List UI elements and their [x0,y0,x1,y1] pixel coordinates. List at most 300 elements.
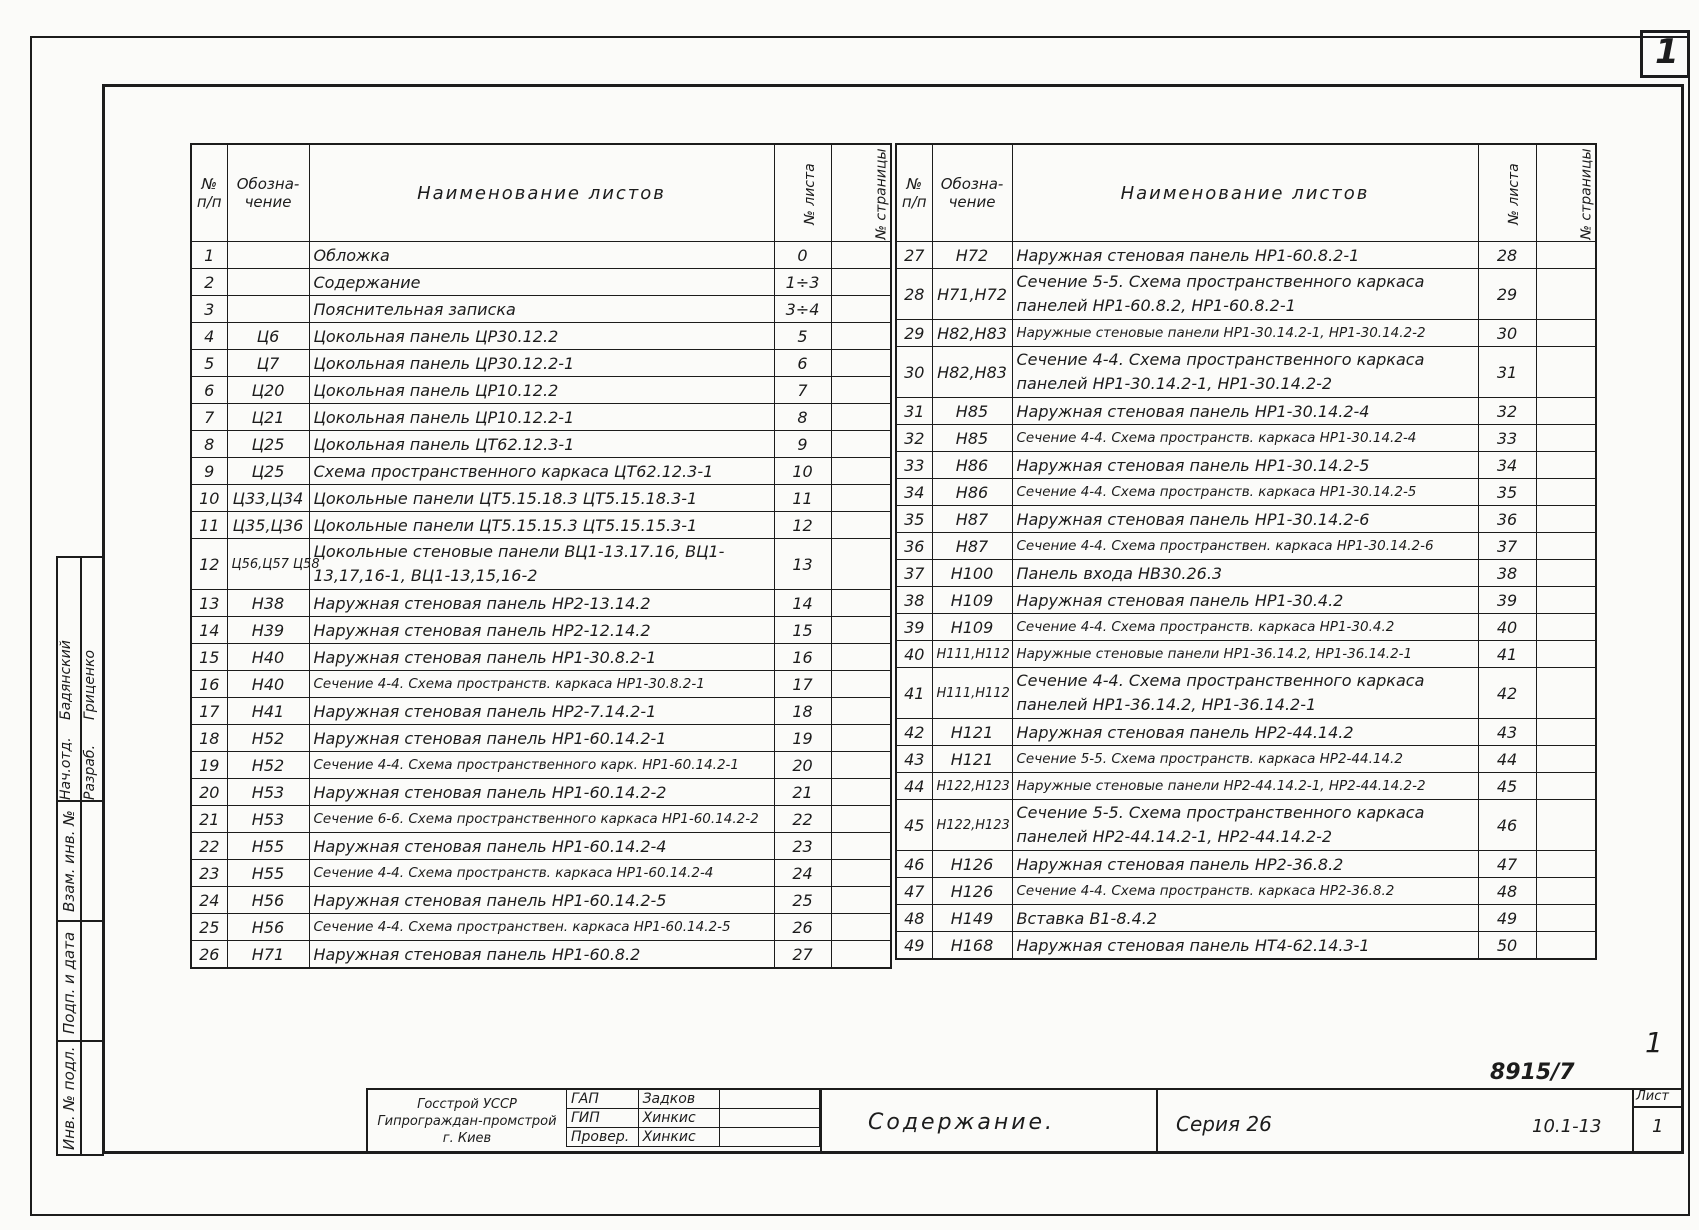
row-page [831,269,891,296]
row-number: 15 [191,644,227,671]
row-number: 14 [191,617,227,644]
row-sheet: 47 [1478,851,1536,878]
row-page [1536,614,1596,641]
row-name: Наружная стеновая панель НР1-60.14.2-4 [309,833,774,860]
table-row [191,296,891,323]
row-name: Цокольная панель ЦР30.12.2-1 [309,350,774,377]
row-code [227,269,309,296]
table-row [191,860,891,887]
row-number: 43 [896,746,932,773]
table-row [896,347,1596,398]
row-page [1536,668,1596,719]
row-page [1536,242,1596,269]
row-number: 13 [191,590,227,617]
row-page [831,725,891,752]
row-sheet: 49 [1478,905,1536,932]
row-sheet: 12 [774,512,831,539]
row-number: 38 [896,587,932,614]
row-name: Наружная стеновая панель НР2-44.14.2 [1012,719,1478,746]
side-name-developer: Гриценко [82,649,98,720]
table-row [896,320,1596,347]
table-row [191,323,891,350]
row-sheet: 3÷4 [774,296,831,323]
row-number: 12 [191,539,227,590]
col-name-header: Наименование листов [1012,144,1478,242]
row-name: Наружные стеновые панели НР1-30.14.2-1, НР1-30.14.2-2 [1012,320,1478,347]
row-number: 23 [191,860,227,887]
row-page [831,323,891,350]
row-number: 47 [896,878,932,905]
row-code: Н38 [227,590,309,617]
row-number: 24 [191,887,227,914]
row-code: Н121 [932,746,1012,773]
row-code: Н168 [932,932,1012,960]
row-name: Сечение 4-4. Схема пространств. каркаса НР1-30.14.2-4 [1012,425,1478,452]
row-page [1536,800,1596,851]
row-code: Н122,Н123 [932,773,1012,800]
row-name: Цокольная панель ЦР10.12.2 [309,377,774,404]
row-name: Сечение 4-4. Схема пространств. каркаса НР1-30.8.2-1 [309,671,774,698]
row-name: Наружные стеновые панели НР2-44.14.2-1, НР2-44.14.2-2 [1012,773,1478,800]
margin-mark: 1 [1645,1026,1663,1059]
table-row [896,905,1596,932]
row-code: Н82,Н83 [932,320,1012,347]
row-page [831,779,891,806]
table-row [191,590,891,617]
row-number: 27 [896,242,932,269]
table-row [896,587,1596,614]
row-name: Вставка В1-8.4.2 [1012,905,1478,932]
row-code: Н72 [932,242,1012,269]
row-sheet: 8 [774,404,831,431]
row-number: 17 [191,698,227,725]
row-sheet: 5 [774,323,831,350]
row-page [1536,452,1596,479]
row-number: 22 [191,833,227,860]
table-row [191,617,891,644]
table-row [191,350,891,377]
row-number: 41 [896,668,932,719]
row-sheet: 13 [774,539,831,590]
row-sheet: 17 [774,671,831,698]
table-row [191,485,891,512]
row-number: 10 [191,485,227,512]
col-page-header: № страницы [1536,144,1596,242]
row-name: Цокольная панель ЦР10.12.2-1 [309,404,774,431]
row-sheet: 43 [1478,719,1536,746]
row-name: Сечение 5-5. Схема пространственного каркаса панелей НР2-44.14.2-1, НР2-44.14.2-2 [1012,800,1478,851]
row-number: 48 [896,905,932,932]
row-sheet: 24 [774,860,831,887]
row-name: Цокольная панель ЦР30.12.2 [309,323,774,350]
row-number: 19 [191,752,227,779]
row-sheet: 22 [774,806,831,833]
side-label-developer: Разраб. [82,744,98,800]
row-page [831,242,891,269]
table-row [191,458,891,485]
row-number: 35 [896,506,932,533]
table-row [191,806,891,833]
table-row [896,269,1596,320]
table-row [191,725,891,752]
side-label-head: Нач.отд. [58,737,74,800]
table-row [896,668,1596,719]
row-page [1536,398,1596,425]
row-page [831,941,891,969]
row-page [1536,506,1596,533]
table-row [191,431,891,458]
row-name: Наружная стеновая панель НР2-13.14.2 [309,590,774,617]
table-row [896,800,1596,851]
row-number: 33 [896,452,932,479]
contents-table-right [895,143,1597,960]
sheet-number: 1 [1652,1116,1664,1137]
row-number: 7 [191,404,227,431]
row-code: Н122,Н123 [932,800,1012,851]
row-name: Наружная стеновая панель НР1-60.14.2-2 [309,779,774,806]
row-sheet: 39 [1478,587,1536,614]
row-name: Сечение 4-4. Схема пространств. каркаса НР1-30.4.2 [1012,614,1478,641]
row-name: Наружная стеновая панель НР1-60.14.2-5 [309,887,774,914]
row-sheet: 20 [774,752,831,779]
sheet-label: Лист [1636,1089,1669,1104]
row-code: Н111,Н112 [932,668,1012,719]
table-row [896,560,1596,587]
series: Серия 26 [1176,1112,1272,1136]
row-number: 40 [896,641,932,668]
row-sheet: 28 [1478,242,1536,269]
row-sheet: 19 [774,725,831,752]
row-page [1536,905,1596,932]
row-sheet: 15 [774,617,831,644]
row-code: Н109 [932,614,1012,641]
row-page [831,296,891,323]
row-sheet: 45 [1478,773,1536,800]
row-name: Содержание [309,269,774,296]
title-block-org [368,1090,566,1152]
row-number: 6 [191,377,227,404]
row-name: Сечение 4-4. Схема пространств. каркаса НР1-30.14.2-5 [1012,479,1478,506]
row-code: Н56 [227,914,309,941]
row-number: 11 [191,512,227,539]
row-code: Н126 [932,878,1012,905]
col-name-header: Наименование листов [309,144,774,242]
table-row [191,833,891,860]
row-name: Пояснительная записка [309,296,774,323]
row-name: Наружная стеновая панель НР2-36.8.2 [1012,851,1478,878]
row-name: Сечение 5-5. Схема пространственного каркаса панелей НР1-60.8.2, НР1-60.8.2-1 [1012,269,1478,320]
side-name-head: Бадянский [58,640,74,720]
row-code: Н86 [932,452,1012,479]
row-number: 4 [191,323,227,350]
row-name: Сечение 4-4. Схема пространственного каркаса панелей НР1-30.14.2-1, НР1-30.14.2-2 [1012,347,1478,398]
archive-number: 8915/7 [1490,1060,1575,1085]
side-label-replaced-inv: Взам. инв. № [60,810,78,912]
table-row [191,269,891,296]
row-number: 31 [896,398,932,425]
row-number: 49 [896,932,932,960]
row-number: 20 [191,779,227,806]
row-page [1536,320,1596,347]
row-page [1536,479,1596,506]
row-code: Н121 [932,719,1012,746]
row-name: Наружная стеновая панель НР1-60.8.2 [309,941,774,969]
table-row [191,752,891,779]
row-code: Н52 [227,752,309,779]
table-row [191,914,891,941]
table-row [896,533,1596,560]
row-code: Ц21 [227,404,309,431]
row-code: Ц35,Ц36 [227,512,309,539]
row-sheet: 26 [774,914,831,941]
table-row [896,746,1596,773]
table-row [896,773,1596,800]
row-sheet: 11 [774,485,831,512]
table-header [896,144,1596,242]
table-row [896,878,1596,905]
row-number: 30 [896,347,932,398]
row-number: 5 [191,350,227,377]
row-name: Наружные стеновые панели НР1-36.14.2, НР1-36.14.2-1 [1012,641,1478,668]
row-sheet: 25 [774,887,831,914]
row-page [1536,269,1596,320]
row-number: 36 [896,533,932,560]
row-page [831,887,891,914]
row-name: Сечение 4-4. Схема пространственного карк. НР1-60.14.2-1 [309,752,774,779]
table-row [191,887,891,914]
row-sheet: 0 [774,242,831,269]
row-page [831,485,891,512]
org-ministry: Госстрой УССР [417,1096,517,1112]
row-code: Н52 [227,725,309,752]
row-code: Н111,Н112 [932,641,1012,668]
row-sheet: 21 [774,779,831,806]
row-sheet: 6 [774,350,831,377]
col-sheet-header: № листа [774,144,831,242]
row-page [831,590,891,617]
table-row [191,941,891,969]
row-code: Н39 [227,617,309,644]
table-header [191,144,891,242]
row-name: Схема пространственного каркаса ЦТ62.12.3-1 [309,458,774,485]
row-number: 8 [191,431,227,458]
row-name: Наружная стеновая панель НР1-30.14.2-4 [1012,398,1478,425]
row-page [831,914,891,941]
row-sheet: 31 [1478,347,1536,398]
row-code: Н53 [227,779,309,806]
role-row: Провер. Хинкис [567,1128,820,1147]
row-code: Ц25 [227,458,309,485]
row-sheet: 48 [1478,878,1536,905]
table-row [896,398,1596,425]
row-name: Сечение 4-4. Схема пространственного каркаса панелей НР1-36.14.2, НР1-36.14.2-1 [1012,668,1478,719]
row-name: Цокольные панели ЦТ5.15.18.3 ЦТ5.15.18.3-1 [309,485,774,512]
row-sheet: 9 [774,431,831,458]
table-row [896,242,1596,269]
table-row [896,719,1596,746]
table-row [896,932,1596,960]
row-number: 34 [896,479,932,506]
row-name: Цокольные стеновые панели ВЦ1-13.17.16, ВЦ1-13,17,16-1, ВЦ1-13,15,16-2 [309,539,774,590]
row-name: Наружная стеновая панель НР1-30.14.2-5 [1012,452,1478,479]
row-number: 39 [896,614,932,641]
role-row: ГАП Задков [567,1090,820,1109]
row-name: Наружная стеновая панель НР2-7.14.2-1 [309,698,774,725]
row-page [831,377,891,404]
row-code: Н71,Н72 [932,269,1012,320]
page-number: 1 [1655,32,1679,72]
row-number: 2 [191,269,227,296]
row-name: Цокольная панель ЦТ62.12.3-1 [309,431,774,458]
row-code: Н100 [932,560,1012,587]
row-page [831,806,891,833]
row-page [1536,641,1596,668]
row-page [1536,347,1596,398]
col-num-header: № п/п [191,144,227,242]
row-code [227,242,309,269]
table-row [191,779,891,806]
row-code: Ц25 [227,431,309,458]
table-row [191,644,891,671]
row-name: Наружная стеновая панель НР1-30.14.2-6 [1012,506,1478,533]
row-name: Наружная стеновая панель НР1-60.14.2-1 [309,725,774,752]
row-page [831,404,891,431]
row-page [1536,587,1596,614]
row-code: Н55 [227,833,309,860]
row-sheet: 36 [1478,506,1536,533]
row-page [831,698,891,725]
row-page [1536,878,1596,905]
col-code-header: Обозна- чение [932,144,1012,242]
table-row [896,452,1596,479]
table-row [191,377,891,404]
row-code: Ц7 [227,350,309,377]
table-row [896,506,1596,533]
row-number: 46 [896,851,932,878]
row-sheet: 41 [1478,641,1536,668]
document-code: 10.1-13 [1532,1116,1602,1137]
table-row [896,614,1596,641]
contents-table-left [190,143,892,969]
row-sheet: 50 [1478,932,1536,960]
row-name: Сечение 6-6. Схема пространственного каркаса НР1-60.14.2-2 [309,806,774,833]
row-number: 26 [191,941,227,969]
row-page [1536,851,1596,878]
col-page-header: № страницы [831,144,891,242]
row-code: Н82,Н83 [932,347,1012,398]
row-sheet: 1÷3 [774,269,831,296]
row-page [831,833,891,860]
row-number: 9 [191,458,227,485]
row-code: Н85 [932,398,1012,425]
row-code: Н40 [227,671,309,698]
row-sheet: 29 [1478,269,1536,320]
row-page [1536,560,1596,587]
table-row [191,512,891,539]
row-page [1536,719,1596,746]
table-row [191,404,891,431]
row-number: 29 [896,320,932,347]
row-number: 16 [191,671,227,698]
row-sheet: 10 [774,458,831,485]
row-number: 37 [896,560,932,587]
row-number: 18 [191,725,227,752]
row-sheet: 35 [1478,479,1536,506]
row-sheet: 27 [774,941,831,969]
row-number: 3 [191,296,227,323]
row-code: Н87 [932,533,1012,560]
row-sheet: 32 [1478,398,1536,425]
row-name: Сечение 4-4. Схема пространствен. каркаса НР1-60.14.2-5 [309,914,774,941]
row-page [831,671,891,698]
row-page [831,617,891,644]
row-page [831,458,891,485]
row-sheet: 18 [774,698,831,725]
row-name: Обложка [309,242,774,269]
row-code: Н126 [932,851,1012,878]
row-code: Н149 [932,905,1012,932]
table-row [191,539,891,590]
row-page [831,752,891,779]
row-page [1536,425,1596,452]
row-sheet: 46 [1478,800,1536,851]
row-name: Сечение 4-4. Схема пространств. каркаса НР1-60.14.2-4 [309,860,774,887]
side-label-inv-original: Инв. № подл. [60,1046,78,1150]
table-row [896,425,1596,452]
row-page [831,512,891,539]
row-sheet: 16 [774,644,831,671]
row-code: Н71 [227,941,309,969]
row-name: Сечение 5-5. Схема пространств. каркаса НР2-44.14.2 [1012,746,1478,773]
side-stamp-divider [80,556,82,1156]
row-sheet: 42 [1478,668,1536,719]
row-code: Н56 [227,887,309,914]
row-number: 21 [191,806,227,833]
row-number: 1 [191,242,227,269]
row-page [831,431,891,458]
row-code: Н41 [227,698,309,725]
row-name: Цокольные панели ЦТ5.15.15.3 ЦТ5.15.15.3-1 [309,512,774,539]
row-page [1536,932,1596,960]
side-label-sign-date: Подп. и дата [60,931,78,1034]
row-page [831,350,891,377]
row-code: Н85 [932,425,1012,452]
row-name: Наружная стеновая панель НТ4-62.14.3-1 [1012,932,1478,960]
title-block-roles [566,1089,820,1147]
row-page [1536,773,1596,800]
row-page [1536,746,1596,773]
row-code: Н40 [227,644,309,671]
row-number: 42 [896,719,932,746]
role-row: ГИП Хинкис [567,1109,820,1128]
row-sheet: 7 [774,377,831,404]
row-code: Ц20 [227,377,309,404]
table-row [191,242,891,269]
row-page [831,860,891,887]
row-name: Сечение 4-4. Схема пространствен. каркаса НР1-30.14.2-6 [1012,533,1478,560]
row-sheet: 23 [774,833,831,860]
row-sheet: 33 [1478,425,1536,452]
row-name: Панель входа НВ30.26.3 [1012,560,1478,587]
row-name: Наружная стеновая панель НР2-12.14.2 [309,617,774,644]
row-code: Ц6 [227,323,309,350]
row-code: Н55 [227,860,309,887]
table-row [191,671,891,698]
row-number: 45 [896,800,932,851]
row-number: 32 [896,425,932,452]
row-code: Н53 [227,806,309,833]
org-city: г. Киев [442,1130,492,1146]
